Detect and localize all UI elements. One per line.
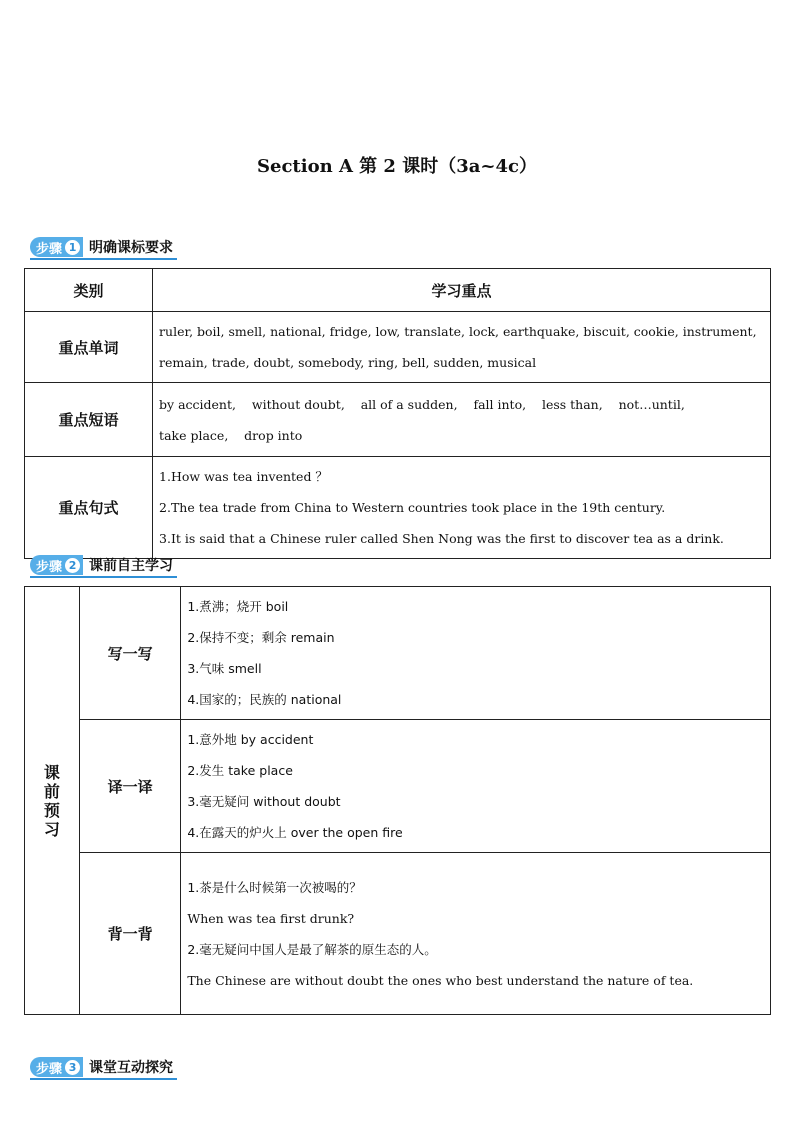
row-line: 3.毫无疑问 without doubt bbox=[187, 794, 341, 809]
step-3-heading bbox=[30, 1056, 177, 1080]
row-line: remain, trade, doubt, somebody, ring, bell, sudden, musical bbox=[159, 355, 537, 370]
header-focus: 学习重点 bbox=[153, 269, 771, 312]
row-category-phrases: 重点短语 bbox=[25, 383, 153, 457]
step-2-title: 课前自主学习 bbox=[89, 558, 174, 574]
step-1-title: 明确课标要求 bbox=[89, 240, 174, 256]
header-category: 类别 bbox=[25, 269, 153, 312]
preview-table bbox=[24, 586, 771, 1015]
table-row bbox=[25, 720, 771, 853]
step-2-heading bbox=[30, 554, 177, 578]
row-line: 2.保持不变；剩余 remain bbox=[187, 630, 335, 645]
requirements-table bbox=[24, 268, 771, 559]
step-1-number: 1 bbox=[65, 240, 80, 255]
table-row bbox=[25, 383, 771, 457]
step-1-heading bbox=[30, 236, 177, 260]
table-row bbox=[25, 312, 771, 383]
row-line: by accident, without doubt, all of a sudden, fall into, less than, not…until, bbox=[159, 396, 685, 412]
table-row bbox=[25, 853, 771, 1015]
row-line: 2.The tea trade from China to Western countries took place in the 19th century. bbox=[159, 500, 666, 515]
row-line: 4.国家的；民族的 national bbox=[187, 692, 342, 707]
row-category-words: 重点单词 bbox=[25, 312, 153, 383]
row-line: 3.气味 smell bbox=[187, 661, 262, 676]
row-line: The Chinese are without doubt the ones who best understand the nature of tea. bbox=[187, 972, 694, 988]
step-3-title: 课堂互动探究 bbox=[89, 1060, 174, 1076]
row-line: 1.茶是什么时候第一次被喝的？ bbox=[187, 879, 362, 895]
step-3-number: 3 bbox=[65, 1060, 80, 1075]
row-line: 2.发生 take place bbox=[187, 763, 293, 778]
row-line: When was tea first drunk? bbox=[187, 910, 355, 926]
step-2-number: 2 bbox=[65, 558, 80, 573]
row-line: 1.煮沸；烧开 boil bbox=[187, 599, 289, 614]
row-line: 2.毫无疑问中国人是最了解茶的原生态的人。 bbox=[187, 941, 437, 957]
row-line: 3.It is said that a Chinese ruler called Shen Nong was the first to discover tea as a drink. bbox=[159, 531, 724, 546]
row-line: ruler, boil, smell, national, fridge, low, translate, lock, earthquake, biscuit, cookie, instrument, bbox=[159, 324, 757, 339]
section-label-write: 写一写 bbox=[79, 587, 181, 720]
page-title: Section A 第 2 课时（3a~4c） bbox=[257, 156, 537, 177]
row-line: 1.意外地 by accident bbox=[187, 732, 314, 747]
step-1-badge: 步骤 1 bbox=[30, 237, 83, 257]
section-label-translate: 译一译 bbox=[79, 720, 181, 853]
table-row bbox=[25, 457, 771, 559]
row-line: take place, drop into bbox=[159, 427, 303, 443]
row-line: 4.在露天的炉火上 over the open fire bbox=[187, 825, 403, 840]
step-2-badge: 步骤 2 bbox=[30, 555, 83, 575]
section-label-recite: 背一背 bbox=[79, 853, 181, 1015]
row-category-sentences: 重点句式 bbox=[25, 457, 153, 559]
step-3-badge: 步骤 3 bbox=[30, 1057, 83, 1077]
table-row bbox=[25, 587, 771, 720]
row-line: 1.How was tea invented ？ bbox=[159, 469, 328, 484]
preview-side-label: 课 前 预 习 bbox=[25, 587, 80, 1015]
